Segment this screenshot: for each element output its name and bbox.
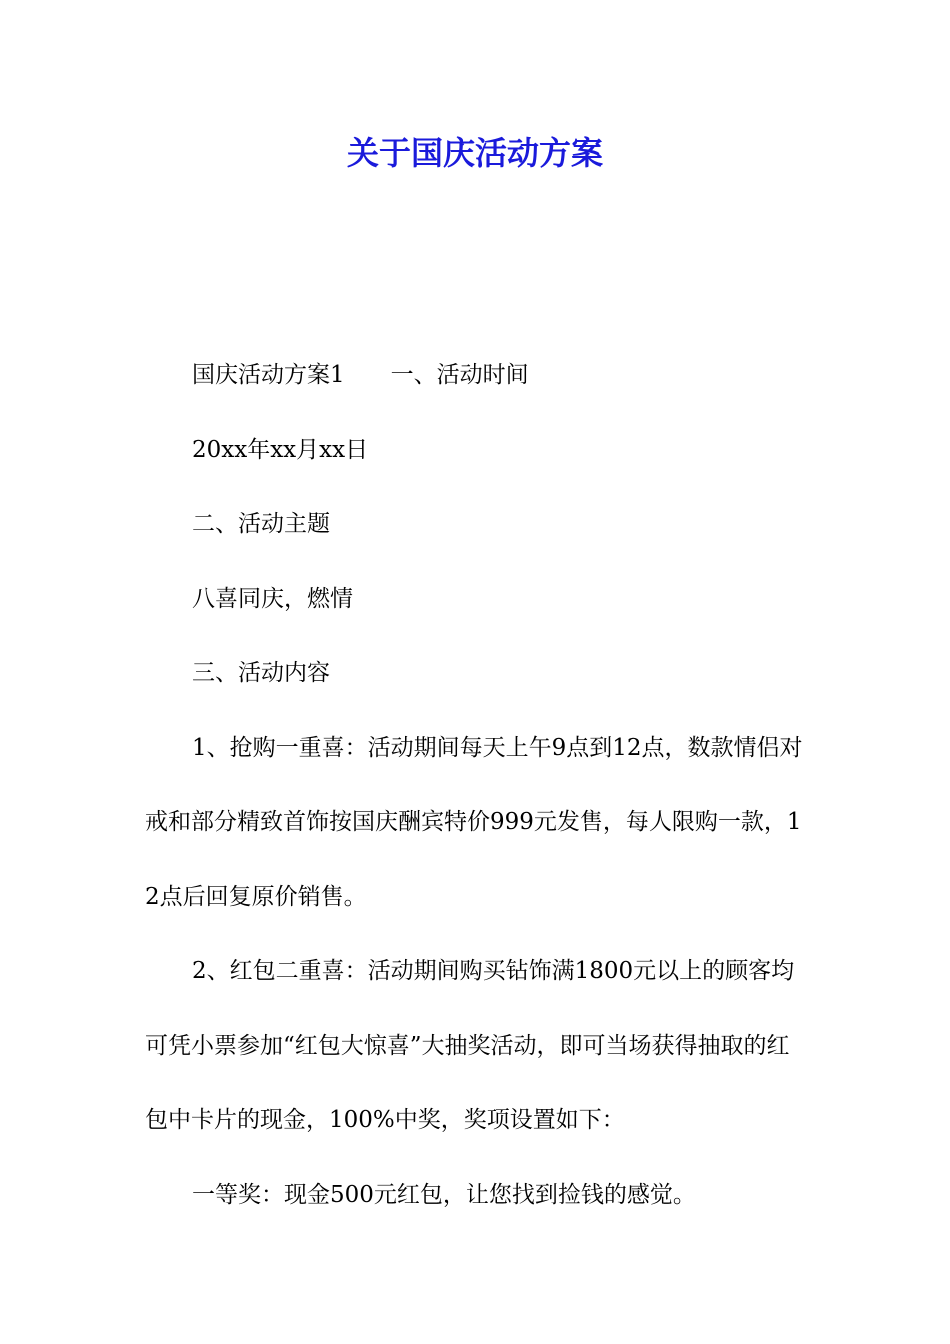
plan-heading-text: 国庆活动方案1: [192, 362, 345, 388]
document-body: [145, 338, 810, 1232]
paragraph-red-envelope: 2、红包二重喜：活动期间购买钻饰满1800元以上的顾客均可凭小票参加“红包大惊喜”大抽奖活动，即可当场获得抽取的红包中卡片的现金，100%中奖，奖项设置如下：: [145, 958, 795, 1133]
paragraph-flash-sale: 1、抢购一重喜：活动期间每天上午9点到12点，数款情侣对戒和部分精致首饰按国庆酬宾特价999元发售，每人限购一款，12点后回复原价销售。: [145, 734, 803, 910]
paragraph-activity-date: 20xx年xx月xx日: [192, 436, 369, 463]
section-activity-theme: 二、活动主题: [192, 511, 330, 537]
section-activity-time: 一、活动时间: [390, 362, 529, 388]
paragraph-plan-heading: [145, 338, 810, 413]
paragraph-theme-text: 八喜同庆，燃情: [192, 585, 353, 612]
paragraph-first-prize: 一等奖：现金500元红包，让您找到捡钱的感觉。: [192, 1181, 696, 1208]
document-title: 关于国庆活动方案: [346, 134, 603, 172]
section-activity-content: 三、活动内容: [192, 660, 330, 686]
